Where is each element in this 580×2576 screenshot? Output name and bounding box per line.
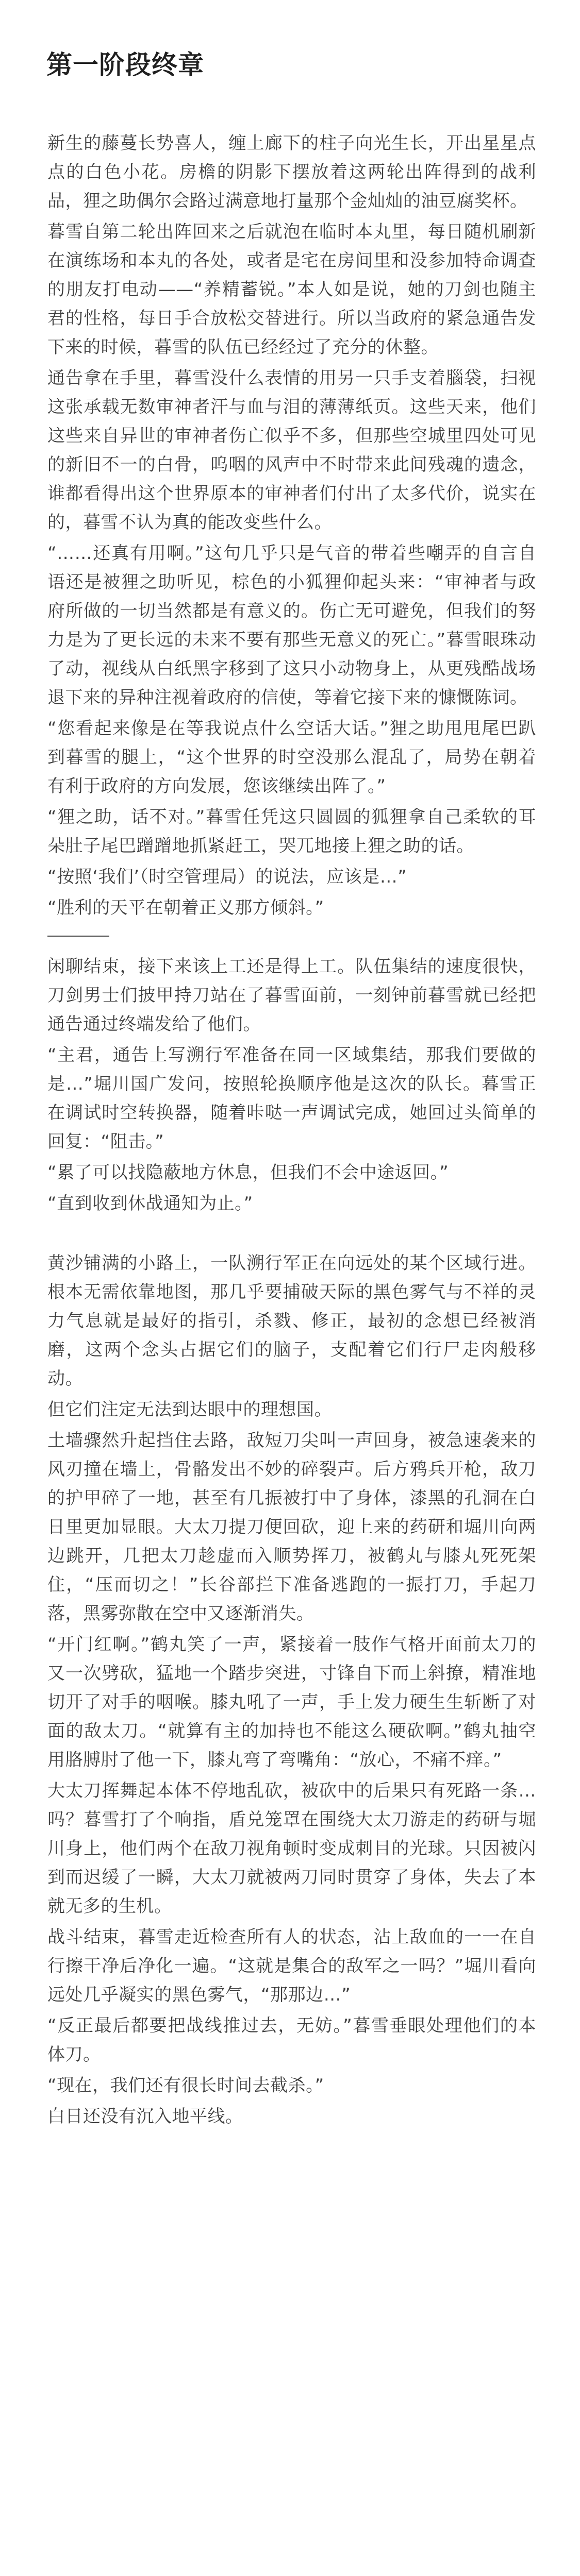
paragraph: 白日还没有沉入地平线。 — [47, 2106, 243, 2127]
paragraph: “您看起来像是在等我说点什么空话大话。”狸之助甩甩尾巴趴到暮雪的腿上，“这个世界的时空没那么混乱了，局势在朝着有利于政府的方向发展，您该继续出阵了。” — [47, 718, 536, 796]
paragraph: “开门红啊。”鹤丸笑了一声，紧接着一肢作气格开面前太刀的又一次劈砍，猛地一个踏步突进，寸锋自下而上斜撩，精准地切开了对手的咽喉。膝丸吼了一声，手上发力硬生生斩断了对面的敌太刀。“就算有主的加持也不能这么硬砍啊。”鹤丸抽空用胳膊肘了他一下，膝丸弯了弯嘴角：“放心，不痛不痒。” — [47, 1634, 536, 1770]
paragraph: 新生的藤蔓长势喜人，缠上廊下的柱子向光生长，开出星星点点的白色小花。房檐的阴影下摆放着这两轮出阵得到的战利品，狸之助偶尔会路过满意地打量那个金灿灿的油豆腐奖杯。 — [47, 133, 536, 211]
paragraph: 但它们注定无法到达眼中的理想国。 — [47, 1399, 332, 1420]
paragraph: “现在，我们还有很长时间去截杀。” — [47, 2075, 324, 2096]
paragraph: 通告拿在手里，暮雪没什么表情的用另一只手支着腦袋，扫视这张承载无数审神者汗与血与泪的薄薄纸页。这些天来，他们这些来自异世的审神者伤亡似乎不多，但那些空城里四处可见的新旧不一的白骨，呜咽的风声中不时带来此间残魂的遗念，谁都看得出这个世界原本的审神者们付出了太多代价，说实在的，暮雪不认为真的能改变些什么。 — [47, 368, 536, 533]
paragraph: “……还真有用啊。”这句几乎只是气音的带着些嘲弄的自言自语还是被狸之助听见，棕色的小狐狸仰起头来：“审神者与政府所做的一切当然都是有意义的。伤亡无可避免，但我们的努力是为了更长远的未来不要有那些无意义的死亡。”暮雪眼珠动了动，视线从白纸黑字移到了这只小动物身上，从更残酷战场退下来的异种注视着政府的信使，等着它接下来的慷慨陈词。 — [47, 543, 536, 708]
paragraph: 土墙骤然升起挡住去路，敌短刀尖叫一声回身，被急速袭来的风刃撞在墙上，骨骼发出不妙的碎裂声。后方鸦兵开枪，敌刀的护甲碎了一地，甚至有几振被打中了身体，漆黑的孔洞在白日里更加显眼。大太刀提刀便回砍，迎上来的药研和堀川向两边跳开，几把太刀趁虚而入顺势挥刀，被鹤丸与膝丸死死架住，“压而切之！”长谷部拦下准备逃跑的一振打刀，手起刀落，黑雾弥散在空中又逐渐消失。 — [47, 1430, 536, 1624]
section-spacer — [47, 1220, 536, 1249]
article-body — [47, 129, 536, 2133]
paragraph: 闲聊结束，接下来该上工还是得上工。队伍集结的速度很快，刀剑男士们披甲持刀站在了暮雪面前，一刻钟前暮雪就已经把通告通过终端发给了他们。 — [47, 956, 536, 1035]
section-divider — [47, 936, 109, 937]
paragraph: “反正最后都要把战线推过去，无妨。”暮雪垂眼处理他们的本体刀。 — [47, 2015, 536, 2065]
paragraph: 暮雪自第二轮出阵回来之后就泡在临时本丸里，每日随机刷新在演练场和本丸的各处，或者是宅在房间里和没参加特命调查的朋友打电动——“养精蓄锐。”本人如是说，她的刀剑也随主君的性格，每日手合放松交替进行。所以当政府的紧急通告发下来的时候，暮雪的队伍已经经过了充分的休整。 — [47, 222, 536, 358]
paragraph: 大太刀挥舞起本体不停地乱砍，被砍中的后果只有死路一条…吗？暮雪打了个响指，盾兑笼罩在围绕大太刀游走的药研与堀川身上，他们两个在敌刀视角顿时变成刺目的光球。只因被闪到而迟缓了一瞬，大太刀就被两刀同时贯穿了身体，失去了本就无多的生机。 — [47, 1781, 536, 1917]
paragraph: 战斗结束，暮雪走近检查所有人的状态，沾上敌血的一一在自行擦干净后净化一遍。“这就是集合的敌军之一吗？”堀川看向远处几乎凝实的黑色雾气，“那那边…” — [47, 1927, 536, 2005]
paragraph: “主君，通告上写溯行军准备在同一区域集结，那我们要做的是…”堀川国广发问，按照轮换顺序他是这次的队长。暮雪正在调试时空转换器，随着咔哒一声调试完成，她回过头简单的回复：“阻击。” — [47, 1045, 536, 1152]
paragraph: 黄沙铺满的小路上，一队溯行军正在向远处的某个区域行进。根本无需依靠地图，那几乎要捕破天际的黑色雾气与不祥的灵力气息就是最好的指引，杀戮、修正，最初的念想已经被消磨，这两个念头占据它们的脑子，支配着它们行尸走肉般移动。 — [47, 1253, 536, 1389]
page-title: 第一阶段终章 — [46, 50, 204, 80]
paragraph: “直到收到休战通知为止。” — [47, 1193, 253, 1214]
paragraph: “狸之助，话不对。”暮雪任凭这只圆圆的狐狸拿自己柔软的耳朵肚子尾巴蹭蹭地抓紧赶工，哭兀地接上狸之助的话。 — [47, 807, 536, 856]
paragraph: “胜利的天平在朝着正义那方倾斜。” — [47, 897, 324, 918]
paragraph: “累了可以找隐蔽地方休息，但我们不会中途返回。” — [47, 1162, 449, 1183]
paragraph: “按照‘我们’（时空管理局）的说法，应该是…” — [47, 867, 407, 887]
